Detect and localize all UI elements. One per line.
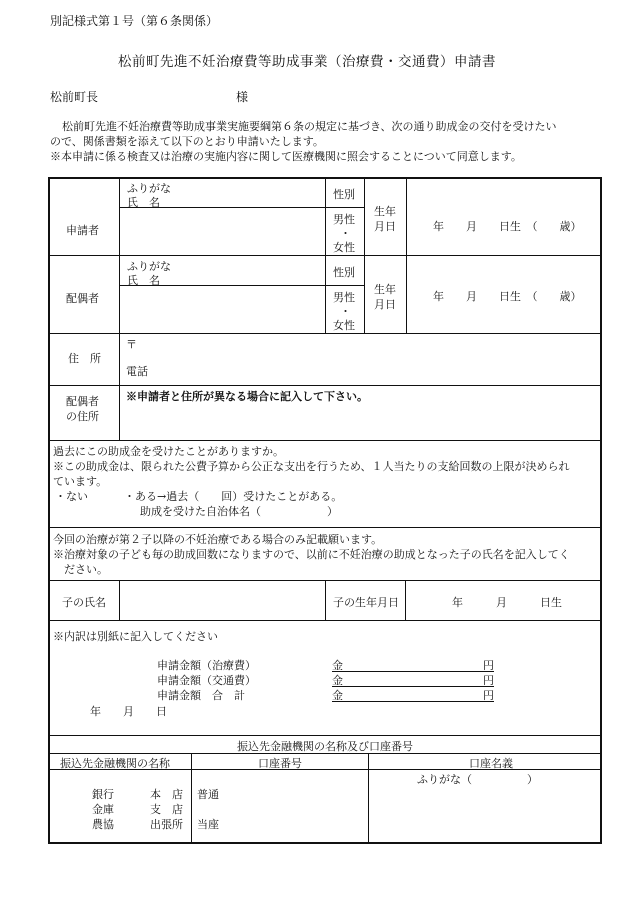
- branch-main: 本 店: [150, 788, 183, 801]
- child-birth-field[interactable]: 年 月 日生: [452, 596, 562, 609]
- second-child-line-1: 今回の治療が第２子以降の不妊治療である場合のみ記載願います。: [53, 533, 383, 546]
- applicant-birth-label-1: 生年: [374, 205, 396, 218]
- spouse-sex-male[interactable]: 男性: [333, 291, 355, 304]
- addressee: 松前町長: [50, 90, 99, 104]
- bank-col-number: 口座番号: [258, 757, 302, 770]
- spouse-sex-label: 性別: [333, 266, 355, 279]
- spouse-sex-dot: ・: [340, 305, 351, 318]
- application-date[interactable]: 年 月 日: [90, 705, 167, 718]
- second-child-line-2: ※治療対象の子ども毎の助成回数になりますので、以前に不妊治療の助成となった子の氏名を記入してく: [53, 548, 570, 561]
- past-option-no[interactable]: ・ない: [55, 490, 88, 503]
- address-field[interactable]: [140, 336, 595, 360]
- applicant-birth-label-2: 月日: [374, 220, 396, 233]
- bank-type-shinkin: 金庫: [92, 803, 114, 816]
- account-type-current[interactable]: 当座: [197, 818, 219, 831]
- spouse-birth-label-2: 月日: [374, 298, 396, 311]
- spouse-address-field[interactable]: [122, 404, 597, 438]
- address-label: 住 所: [68, 352, 101, 365]
- form-title: 松前町先進不妊治療費等助成事業（治療費・交通費）申請書: [118, 54, 496, 70]
- applicant-sex-dot: ・: [340, 227, 351, 240]
- branch-branch: 支 店: [150, 803, 183, 816]
- phone-label: 電話: [126, 365, 148, 378]
- account-holder-field[interactable]: [372, 788, 598, 840]
- amount-treatment-field[interactable]: [332, 657, 494, 672]
- yen-label: 円: [483, 674, 494, 687]
- applicant-sex-female[interactable]: 女性: [333, 241, 355, 254]
- spouse-address-label-1: 配偶者: [66, 395, 99, 408]
- bank-name-field[interactable]: [52, 772, 188, 840]
- bank-type-bank: 銀行: [92, 788, 114, 801]
- child-birth-label: 子の生年月日: [333, 596, 399, 609]
- kin-label: 金: [332, 659, 343, 672]
- spouse-name-label: 氏 名: [127, 274, 160, 287]
- applicant-name-label: 氏 名: [127, 196, 160, 209]
- applicant-sex-male[interactable]: 男性: [333, 213, 355, 226]
- amount-total-field[interactable]: [332, 687, 494, 702]
- past-note-line-1: ※この助成金は、限られた公費予算から公正な支出を行うため、１人当たりの支給回数の上限が決められ: [53, 460, 570, 473]
- postal-mark: 〒: [126, 338, 137, 351]
- honorific: 様: [236, 90, 249, 104]
- second-child-line-3: ださい。: [64, 563, 108, 576]
- bank-section-title: 振込先金融機関の名称及び口座番号: [237, 740, 413, 753]
- bank-col-name: 振込先金融機関の名称: [60, 757, 170, 770]
- yen-label: 円: [483, 689, 494, 702]
- applicant-furigana-label: ふりがな: [127, 182, 171, 195]
- account-type-ordinary[interactable]: 普通: [197, 788, 219, 801]
- past-question: 過去にこの助成金を受けたことがありますか。: [53, 445, 284, 458]
- bank-type-ja: 農協: [92, 818, 114, 831]
- spouse-name-field[interactable]: [122, 287, 322, 331]
- form-number: 別記様式第１号（第６条関係）: [50, 14, 219, 28]
- spouse-address-label-2: の住所: [66, 410, 99, 423]
- consent-note: ※本申請に係る検査又は治療の実施内容に関して医療機関に照会することについて同意します。: [50, 150, 522, 163]
- branch-office: 出張所: [150, 818, 183, 831]
- amount-transport-field[interactable]: [332, 672, 494, 687]
- spouse-birth-label-1: 生年: [374, 283, 396, 296]
- intro-line-1: 松前町先進不妊治療費等助成事業実施要綱第６条の規定に基づき、次の通り助成金の交付を受けたい: [62, 120, 557, 133]
- kin-label: 金: [332, 689, 343, 702]
- applicant-label: 申請者: [66, 224, 99, 237]
- intro-line-2: ので、関係書類を添えて以下のとおり申請いたします。: [50, 135, 324, 148]
- spouse-label: 配偶者: [66, 292, 99, 305]
- spouse-furigana-label: ふりがな: [127, 260, 171, 273]
- past-municipality[interactable]: 助成を受けた自治体名（ ）: [140, 505, 338, 518]
- applicant-sex-label: 性別: [333, 188, 355, 201]
- kin-label: 金: [332, 674, 343, 687]
- spouse-sex-female[interactable]: 女性: [333, 319, 355, 332]
- child-name-label: 子の氏名: [62, 596, 106, 609]
- breakdown-note: ※内訳は別紙に記入してください: [53, 630, 218, 643]
- past-note-line-2: ています。: [53, 475, 108, 488]
- amount-total-label: 申請金額 合 計: [157, 689, 245, 702]
- amount-transport-label: 申請金額（交通費）: [157, 674, 256, 687]
- yen-label: 円: [483, 659, 494, 672]
- spouse-birth-field[interactable]: 年 月 日生 （ 歳）: [433, 290, 582, 303]
- account-number-field[interactable]: [225, 772, 365, 840]
- holder-furigana[interactable]: ふりがな（ ）: [417, 773, 538, 786]
- past-option-yes[interactable]: ・ある→過去（ 回）受けたことがある。: [124, 490, 343, 503]
- bank-col-holder: 口座名義: [469, 757, 513, 770]
- child-name-field[interactable]: [122, 583, 322, 617]
- applicant-name-field[interactable]: [122, 209, 322, 253]
- applicant-birth-field[interactable]: 年 月 日生 （ 歳）: [433, 220, 582, 233]
- amount-treatment-label: 申請金額（治療費）: [157, 659, 256, 672]
- spouse-address-note: ※申請者と住所が異なる場合に記入して下さい。: [126, 390, 368, 403]
